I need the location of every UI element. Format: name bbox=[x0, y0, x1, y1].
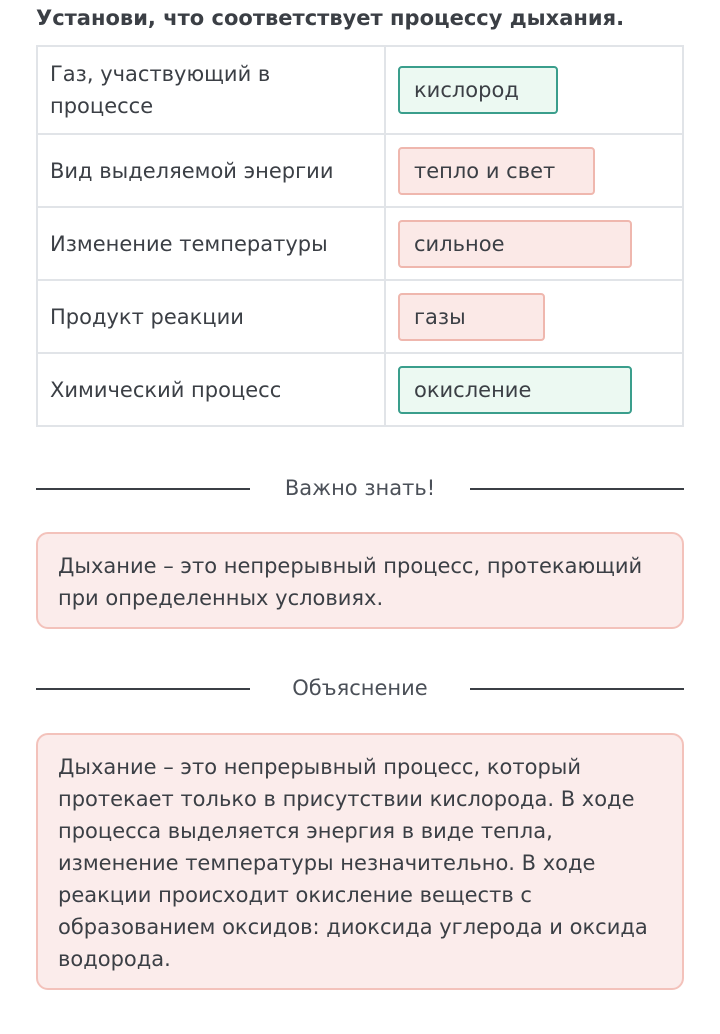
table-row bbox=[37, 207, 683, 280]
important-text: Дыхание – это непрерывный процесс, протекающий при определенных условиях. bbox=[58, 554, 643, 610]
row-label: Газ, участвующий в процессе bbox=[37, 46, 385, 134]
answer-slot-wrong[interactable]: сильное bbox=[398, 220, 632, 268]
important-divider bbox=[36, 473, 684, 503]
table-row bbox=[37, 134, 683, 207]
divider-line bbox=[36, 688, 250, 690]
question-title: Установи, что соответствует процессу дыхания. bbox=[36, 6, 625, 30]
important-note bbox=[36, 532, 684, 629]
answer-slot-wrong[interactable]: тепло и свет bbox=[398, 147, 595, 195]
divider-line bbox=[470, 688, 684, 690]
divider-line bbox=[36, 488, 250, 490]
important-heading: Важно знать! bbox=[284, 476, 436, 500]
answer-slot-correct[interactable]: кислород bbox=[398, 66, 558, 114]
answer-slot-wrong[interactable]: газы bbox=[398, 293, 545, 341]
divider-line bbox=[470, 488, 684, 490]
explanation-note bbox=[36, 733, 684, 990]
explanation-text: Дыхание – это непрерывный процесс, который протекает только в присутствии кислорода. В ходе процесса выделяется энергия в виде тепла, изменение температуры незначительно. В ходе реакции происходит окисление веществ с образованием оксидов: диоксида углерода и оксида водорода. bbox=[58, 755, 648, 971]
answer-slot-correct[interactable]: окисление bbox=[398, 366, 632, 414]
row-label: Продукт реакции bbox=[37, 280, 385, 353]
row-label: Химический процесс bbox=[37, 353, 385, 426]
table-row bbox=[37, 280, 683, 353]
table-row bbox=[37, 353, 683, 426]
explanation-heading: Объяснение bbox=[292, 676, 428, 700]
table-row bbox=[37, 46, 683, 134]
explanation-divider bbox=[36, 673, 684, 703]
matching-table bbox=[36, 45, 684, 427]
row-label: Изменение температуры bbox=[37, 207, 385, 280]
row-label: Вид выделяемой энергии bbox=[37, 134, 385, 207]
